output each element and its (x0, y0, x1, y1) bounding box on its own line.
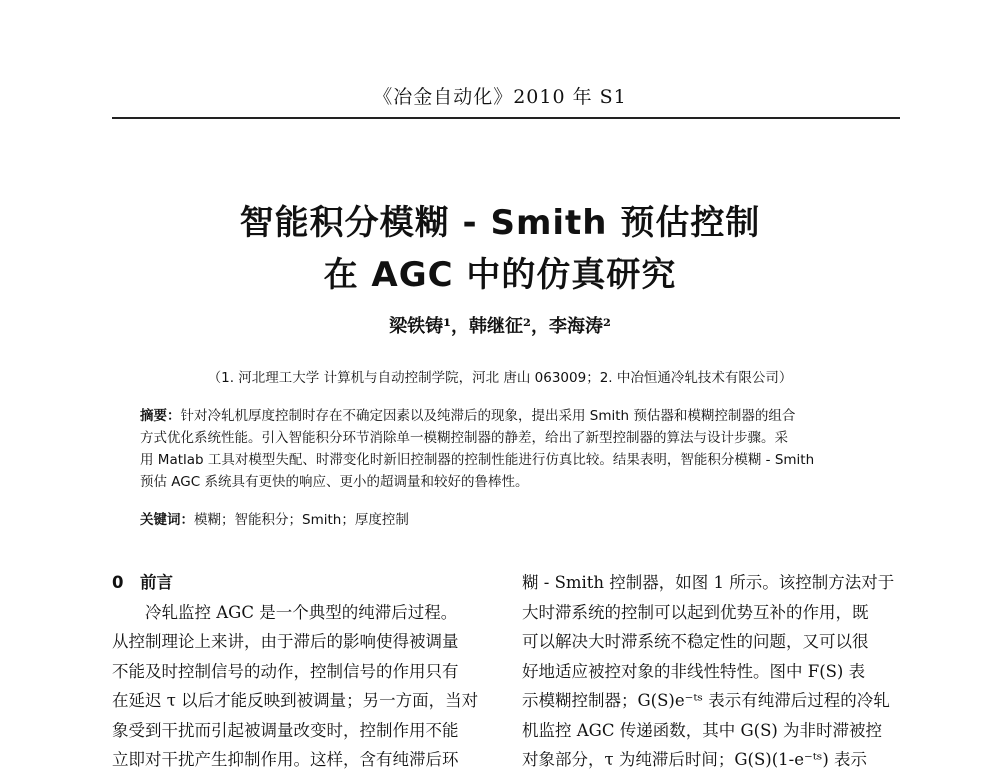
title-line-2: 在 AGC 中的仿真研究 (323, 255, 677, 295)
affiliation: （1. 河北理工大学 计算机与自动控制学院，河北 唐山 063009；2. 中冶恒通冷轧技术有限公司） (207, 370, 793, 386)
paragraph-line: 立即对干扰产生抑制作用。这样，含有纯滞后环 (112, 750, 459, 769)
left-column (112, 568, 497, 775)
authors: 梁铁铸¹，韩继征²，李海涛² (389, 316, 611, 337)
abstract-label: 摘要： (140, 408, 181, 424)
paragraph-line: 好地适应被控对象的非线性特性。图中 F(S) 表 (522, 661, 866, 681)
paragraph-line: 冷轧监控 AGC 是一个典型的纯滞后过程。 (145, 602, 458, 622)
abstract-line (140, 405, 870, 427)
keywords-text: 模糊；智能积分；Smith；厚度控制 (194, 512, 409, 528)
paragraph-line: 在延迟 τ 以后才能反映到被调量；另一方面，当对 (112, 691, 479, 710)
abstract-text: 针对冷轧机厚度控制时存在不确定因素以及纯滞后的现象，提出采用 Smith 预估器和模糊控制器的组合 (180, 408, 796, 424)
abstract-line: 用 Matlab 工具对模型失配、时滞变化时新旧控制器的控制性能进行仿真比较。结果表明，智能积分模糊 - Smith (140, 452, 815, 468)
abstract (140, 405, 870, 493)
paragraph-line: 从控制理论上来讲，由于滞后的影响使得被调量 (112, 632, 459, 651)
paragraph-line: 象受到干扰而引起被调量改变时，控制作用不能 (112, 720, 459, 740)
abstract-line: 预估 AGC 系统具有更快的响应、更小的超调量和较好的鲁棒性。 (140, 474, 529, 490)
paragraph-line: 可以解决大时滞系统不稳定性的问题，又可以很 (522, 632, 869, 651)
right-column (522, 568, 907, 775)
paragraph-line: 大时滞系统的控制可以起到优势互补的作用，既 (522, 602, 869, 622)
header-rule (112, 117, 900, 119)
paragraph-line: 不能及时控制信号的动作，控制信号的作用只有 (112, 661, 459, 681)
keywords-label: 关键词： (140, 512, 194, 528)
paragraph-line: 机监控 AGC 传递函数，其中 G(S) 为非时滞被控 (522, 720, 883, 740)
paragraph-line: 对象部分，τ 为纯滞后时间；G(S)(1-e⁻ᵗˢ) 表示 (522, 750, 868, 769)
paragraph-line: 糊 - Smith 控制器，如图 1 所示。该控制方法对于 (522, 573, 895, 592)
abstract-line: 方式优化系统性能。引入智能积分环节消除单一模糊控制器的静差，给出了新型控制器的算法与设计步骤。采 (140, 430, 788, 446)
title-line-1: 智能积分模糊 - Smith 预估控制 (239, 203, 761, 243)
section-number: 0 (112, 573, 124, 592)
section-heading (112, 568, 497, 598)
journal-header: 《冶金自动化》2010 年 S1 (373, 86, 627, 108)
keywords (140, 508, 409, 528)
paragraph-line: 示模糊控制器；G(S)e⁻ᵗˢ 表示有纯滞后过程的冷轧 (522, 691, 890, 710)
section-title: 前言 (140, 573, 173, 592)
